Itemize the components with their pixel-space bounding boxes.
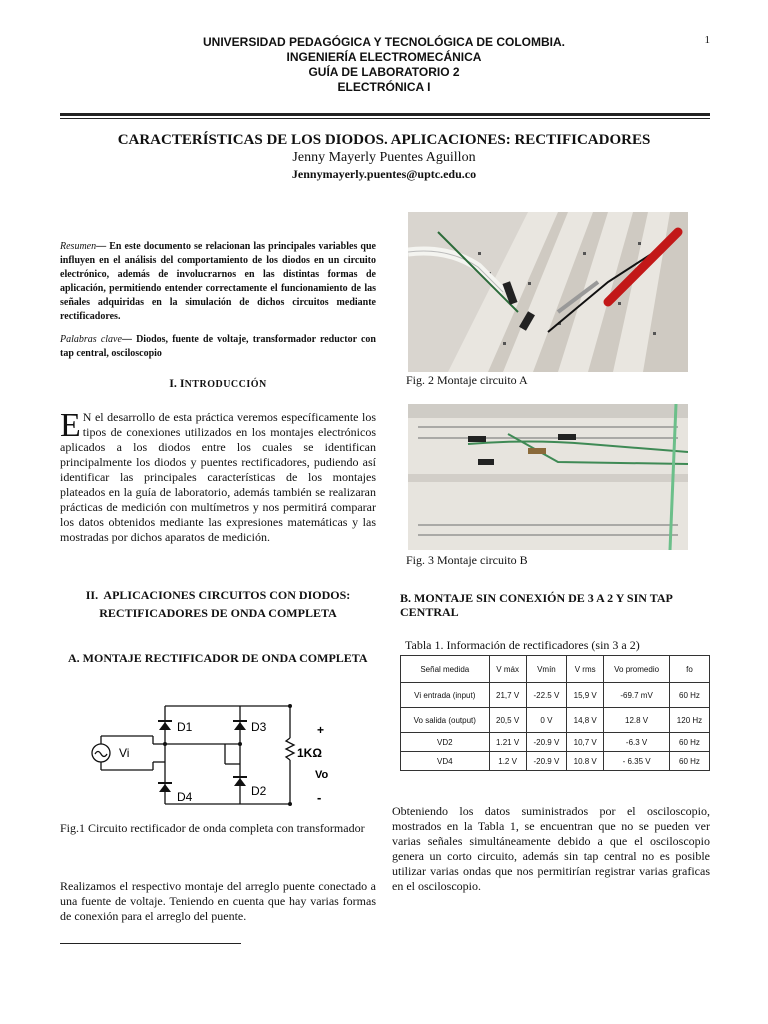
table-cell: - 6.35 V (604, 752, 670, 771)
fig2-caption: Fig. 2 Montaje circuito A (406, 373, 528, 387)
abstract-label: Resumen (60, 241, 97, 252)
table-cell: -20.9 V (526, 752, 567, 771)
table-cell: 20,5 V (489, 708, 526, 733)
section-heading-introduction: I. INTRODUCCIÓN (169, 376, 267, 390)
header-university: UNIVERSIDAD PEDAGÓGICA Y TECNOLÓGICA DE COLOMBIA. (202, 35, 566, 49)
footnote-rule (60, 943, 241, 944)
paper-title: CARACTERÍSTICAS DE LOS DIODOS. APLICACIONES: RECTIFICADORES (117, 132, 651, 148)
source-label: Vi (119, 746, 130, 760)
table-cell: -22.5 V (526, 683, 567, 708)
drop-cap: E (60, 407, 81, 444)
table-cell: 1.2 V (489, 752, 526, 771)
oscilloscope-paragraph: Obteniendo los datos suministrados por el osciloscopio, mostrados en la Tabla 1, se encuentran que no se pueden ver varias señales simultáneamente debido a que el osciloscopio genera un corto circuito, además sin tap central no es posible utilizar varias ondas que nos permitirían registrar varias graficas en el osciloscopio. (392, 804, 710, 893)
header-guide: GUÍA DE LABORATORIO 2 (308, 65, 460, 79)
table-cell: 10.8 V (567, 752, 604, 771)
fig1-caption: Fig.1 Circuito rectificador de onda completa con transformador (60, 821, 365, 835)
paper-author: Jenny Mayerly Puentes Aguillon (292, 150, 476, 165)
table-header-cell: Vmín (526, 656, 567, 683)
keywords-text: — Diodos, fuente de voltaje, transformador reductor con tap central, osciloscopio (60, 334, 376, 359)
introduction-text: N el desarrollo de esta práctica veremos específicamente los tipos de conexiones utilizados en los montajes electrónicos aplicados a los diodos entre los cuales se identifican principalmente los diodos y puentes rectificadores, pudiendo así identificar las principales características de los montajes plateados en la guía de laboratorio, además también se realizaran prácticas de medición con multímetros y nos permitirá comparar los datos obtenidos mediante las expresiones matemáticas y las mostradas por dichos aparatos de medición. (60, 410, 376, 544)
author-email: Jennymayerly.puentes@uptc.edu.co (291, 167, 477, 181)
d1-label: D1 (177, 720, 193, 734)
breadboard-photo-b (408, 404, 688, 550)
table-row (401, 708, 710, 733)
table1-caption: Tabla 1. Información de rectificadores (sin 3 a 2) (405, 638, 640, 652)
university-header (0, 35, 768, 95)
table-cell: -20.9 V (526, 733, 567, 752)
table-cell: VD4 (401, 752, 490, 771)
table-row (401, 752, 710, 771)
rectifier-table (400, 655, 710, 771)
table-cell: -6.3 V (604, 733, 670, 752)
table-header-cell: Señal medida (401, 656, 490, 683)
output-plus: + (317, 723, 325, 737)
table-cell: Vi entrada (input) (401, 683, 490, 708)
table-header-cell: fo (669, 656, 709, 683)
resistor-label: 1KΩ (297, 746, 322, 760)
table-cell: 120 Hz (669, 708, 709, 733)
table-header-cell: V máx (489, 656, 526, 683)
table-cell: 0 V (526, 708, 567, 733)
abstract-text: — En este documento se relacionan las principales variables que influyen en el análisis del comportamiento de los diodos en un circuito electrónico, además de involucrarnos en las distintas formas de aplicación, permitiendo entender correctamente el funcionamiento de las señales adquiridas en la simulación de dichos circuitos mediante rectificadores. (60, 241, 376, 322)
table-cell: 12.8 V (604, 708, 670, 733)
output-minus: - (317, 790, 322, 805)
header-rule-thin (60, 118, 710, 119)
table-row (401, 733, 710, 752)
abstract (60, 240, 376, 324)
table-cell: -69.7 mV (604, 683, 670, 708)
table-row (401, 683, 710, 708)
d4-label: D4 (177, 790, 193, 804)
table-header-cell: V rms (567, 656, 604, 683)
keywords (60, 333, 376, 361)
subsection-b-heading: B. MONTAJE SIN CONEXIÓN DE 3 A 2 Y SIN TAP CENTRAL (400, 591, 673, 619)
header-program: INGENIERÍA ELECTROMECÁNICA (286, 50, 482, 64)
page-number: 1 (704, 34, 710, 46)
table-cell: 1.21 V (489, 733, 526, 752)
montaje-paragraph: Realizamos el respectivo montaje del arreglo puente conectado a una fuente de voltaje. Teniendo en cuenta que hay varias formas de conexión para el arreglo del puente. (60, 879, 376, 923)
table-cell: 60 Hz (669, 752, 709, 771)
header-course: ELECTRÓNICA I (337, 80, 431, 94)
table-cell: 10,7 V (567, 733, 604, 752)
output-label: Vo (315, 769, 329, 781)
fig3-caption: Fig. 3 Montaje circuito B (406, 553, 528, 567)
subsection-a-heading: A. MONTAJE RECTIFICADOR DE ONDA COMPLETA (68, 651, 368, 665)
table-cell: 21,7 V (489, 683, 526, 708)
table-cell: 15,9 V (567, 683, 604, 708)
table-cell: 14,8 V (567, 708, 604, 733)
table-cell: 60 Hz (669, 683, 709, 708)
table-cell: 60 Hz (669, 733, 709, 752)
keywords-label: Palabras clave (60, 334, 122, 345)
d2-label: D2 (251, 784, 267, 798)
section-heading-applications: II. APLICACIONES CIRCUITOS CON DIODOS: RECTIFICADORES DE ONDA COMPLETA (85, 588, 351, 620)
table-cell: Vo salida (output) (401, 708, 490, 733)
table-cell: VD2 (401, 733, 490, 752)
bridge-rectifier-circuit (85, 700, 345, 810)
d3-label: D3 (251, 720, 267, 734)
introduction-paragraph (60, 407, 376, 545)
header-rule-thick (60, 113, 710, 116)
breadboard-photo-a (408, 212, 688, 372)
table-header-cell: Vo promedio (604, 656, 670, 683)
